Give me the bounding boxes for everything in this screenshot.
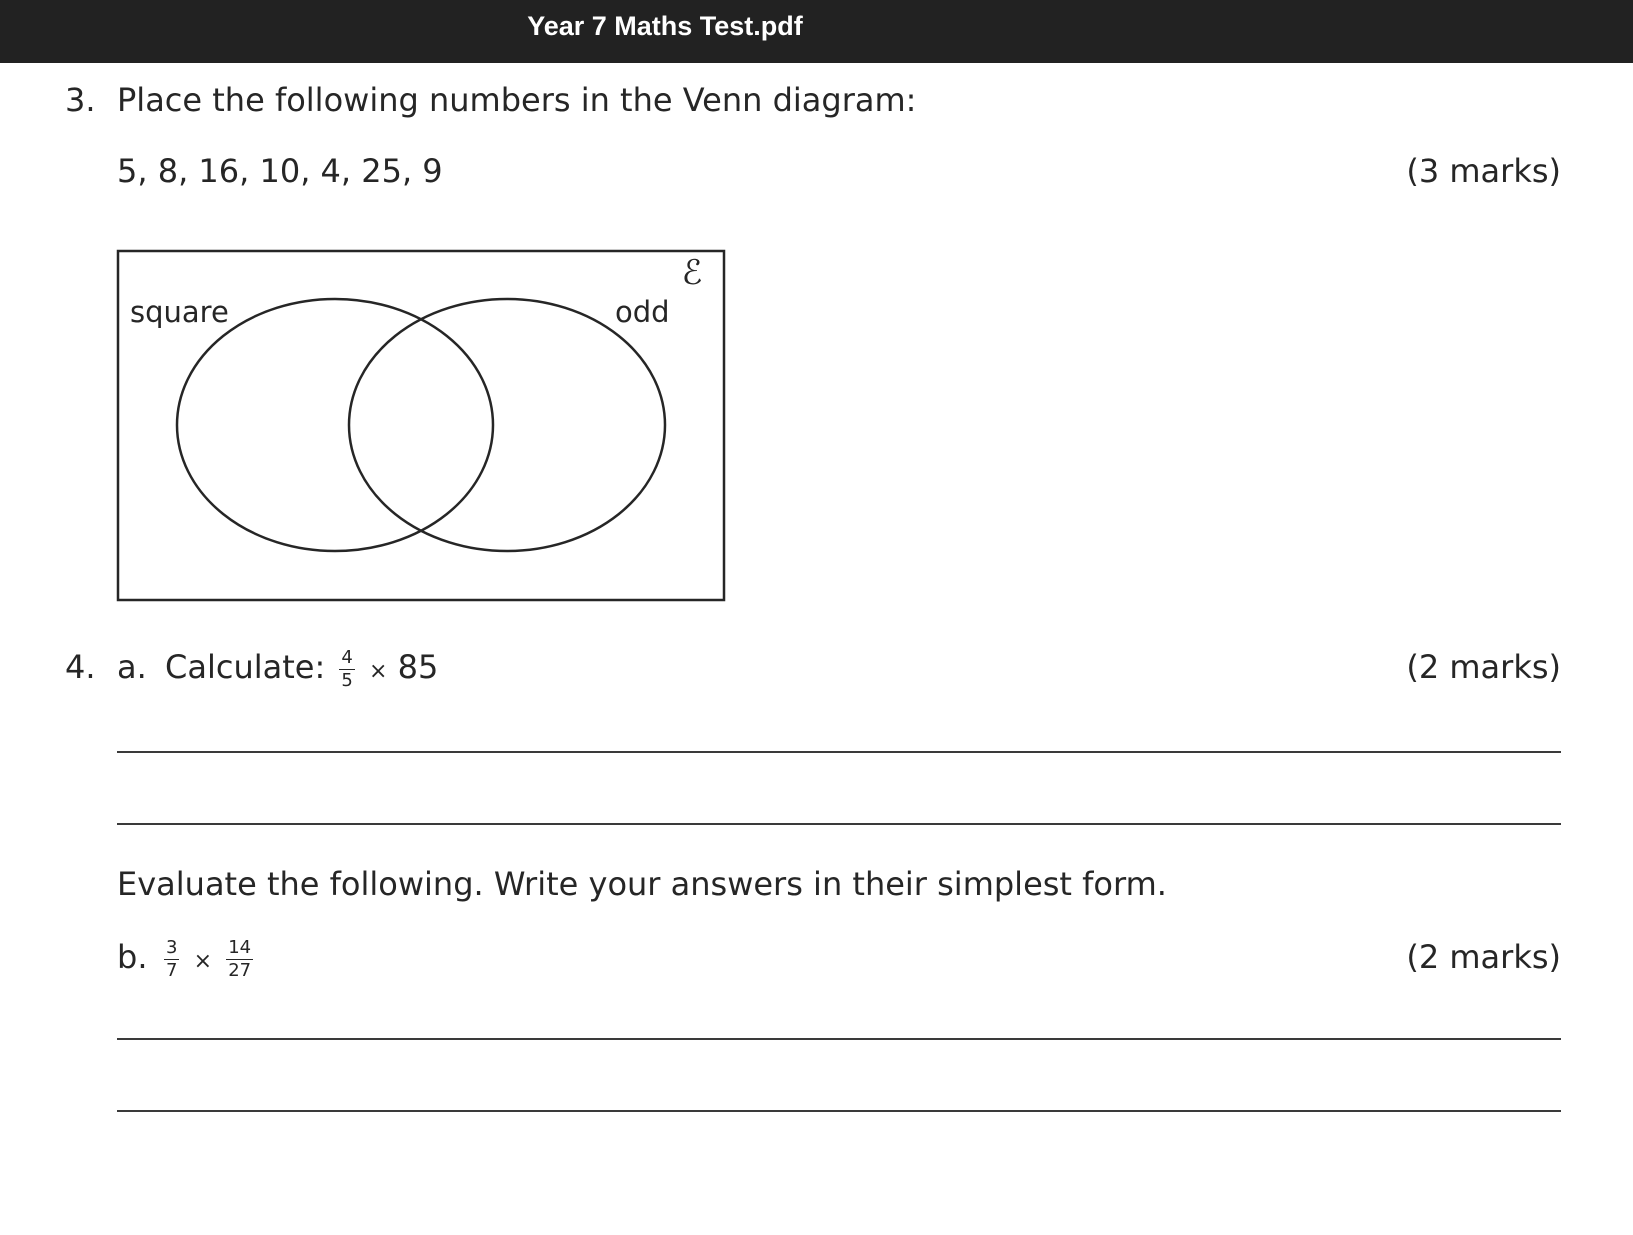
answer-line: [117, 751, 1561, 753]
question-3-number: 3.: [65, 81, 96, 119]
answer-line: [117, 1110, 1561, 1112]
fraction-denominator: 5: [341, 669, 353, 691]
part-b-marks: (2 marks): [1406, 938, 1561, 976]
part-a-marks: (2 marks): [1406, 648, 1561, 686]
fraction-denominator: 7: [166, 959, 178, 981]
fraction-numerator: 14: [228, 936, 252, 958]
set-square-circle: [177, 299, 493, 551]
times-symbol: ×: [369, 659, 388, 684]
answer-line: [117, 1038, 1561, 1040]
fraction-3-7: [164, 936, 179, 981]
question-4-instruction: Evaluate the following. Write your answers in their simplest form.: [117, 865, 1167, 903]
document-title: Year 7 Maths Test.pdf: [527, 11, 803, 41]
part-b-label: b.: [117, 938, 148, 976]
times-symbol: ×: [193, 949, 213, 974]
fraction-numerator: 3: [166, 936, 178, 958]
universal-set-symbol: ℰ: [681, 253, 703, 293]
set-square-label: square: [130, 295, 229, 329]
answer-line: [117, 823, 1561, 825]
set-odd-label: odd: [615, 295, 670, 329]
question-3-instruction: Place the following numbers in the Venn diagram:: [117, 81, 917, 119]
part-a-prompt: Calculate:: [165, 648, 326, 686]
part-b-expression: [160, 937, 257, 982]
part-a-expression: [165, 647, 438, 692]
question-3-marks: (3 marks): [1406, 152, 1561, 190]
fraction-4-5: [339, 646, 354, 691]
question-3-numbers: 5, 8, 16, 10, 4, 25, 9: [117, 152, 443, 190]
set-odd-circle: [349, 299, 665, 551]
part-a-label: a.: [117, 648, 147, 686]
fraction-denominator: 27: [228, 959, 252, 981]
fraction-numerator: 4: [341, 646, 353, 668]
fraction-14-27: [226, 936, 253, 981]
question-4-number: 4.: [65, 648, 96, 686]
part-a-operand: 85: [397, 648, 439, 686]
